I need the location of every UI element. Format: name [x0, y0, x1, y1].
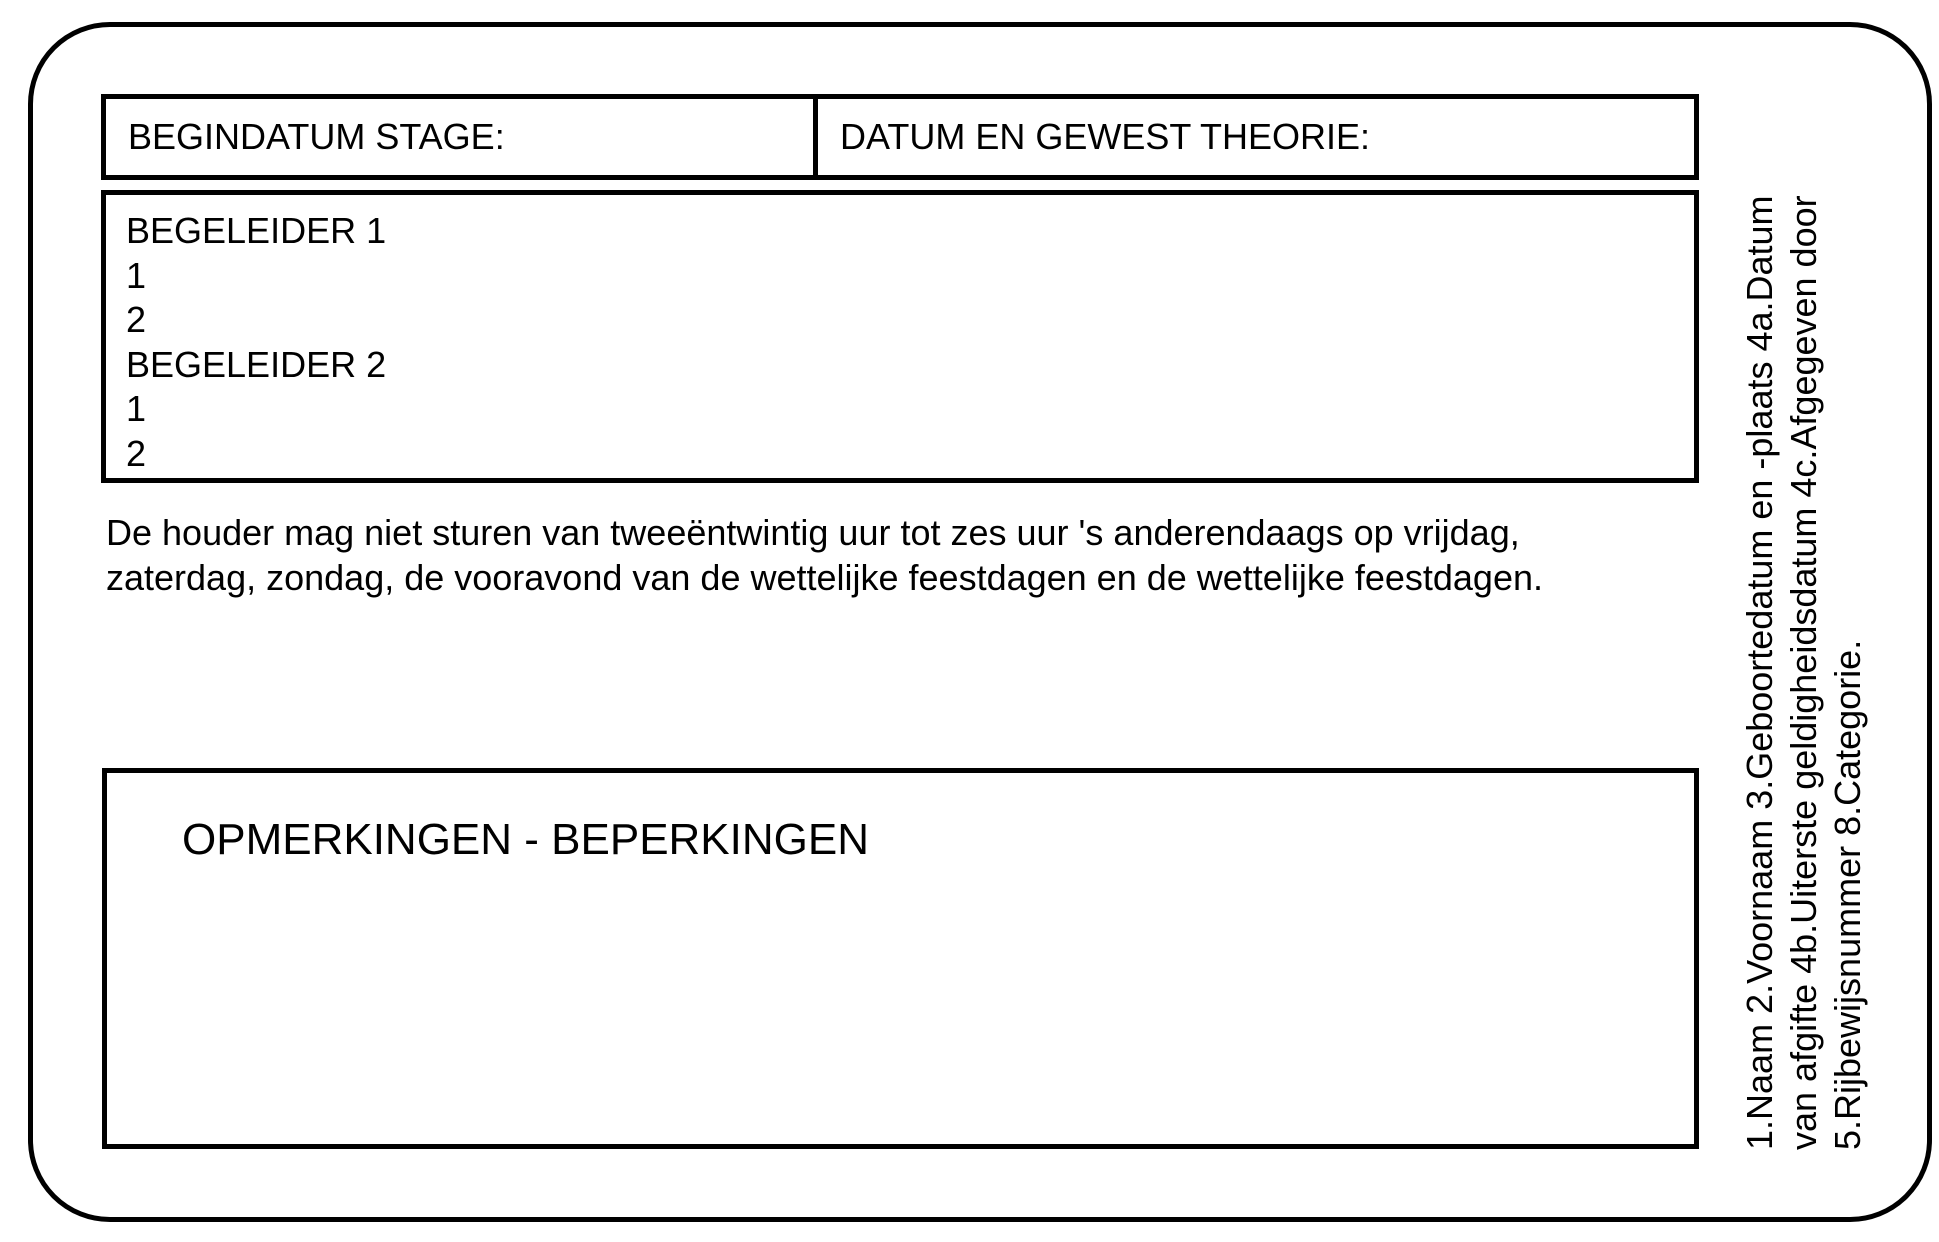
supervisor-2-line-1: 1: [126, 388, 147, 429]
supervisors-section: [101, 190, 1699, 483]
supervisor-2-line-2: 2: [126, 432, 147, 474]
driving-restriction-notice: [106, 510, 1696, 600]
notice-line-2: zaterdag, zondag, de vooravond van de wettelijke feestdagen en de wettelijke feestdagen.: [106, 557, 1543, 598]
theory-date-region-label: DATUM EN GEWEST THEORIE:: [840, 116, 1371, 157]
notice-line-1: De houder mag niet sturen van tweeëntwintig uur tot zes uur 's anderendaags op vrijdag,: [106, 512, 1520, 553]
supervisor-1-line-1: 1: [126, 254, 147, 296]
field-legend-line-2: van afgifte 4b.Uiterste geldigheidsdatum 4c.Afgegeven door: [1783, 195, 1824, 1150]
supervisor-2-label: BEGELEIDER 2: [126, 343, 387, 385]
field-legend-line-3: 5.Rijbewijsnummer 8.Categorie.: [1827, 639, 1868, 1150]
field-legend-line-1: 1.Naam 2.Voornaam 3.Geboortedatum en -plaats 4a.Datum: [1739, 195, 1780, 1150]
remarks-title: OPMERKINGEN - BEPERKINGEN: [182, 815, 870, 864]
field-legend: [1738, 100, 1870, 1150]
header-fields: [101, 94, 1699, 180]
start-date-label: BEGINDATUM STAGE:: [128, 116, 505, 157]
supervisor-1-label: BEGELEIDER 1: [126, 210, 387, 251]
start-date-field: [106, 99, 818, 175]
remarks-section: [102, 768, 1699, 1149]
supervisor-1-line-2: 2: [126, 299, 147, 340]
theory-date-region-field: [818, 99, 1694, 175]
